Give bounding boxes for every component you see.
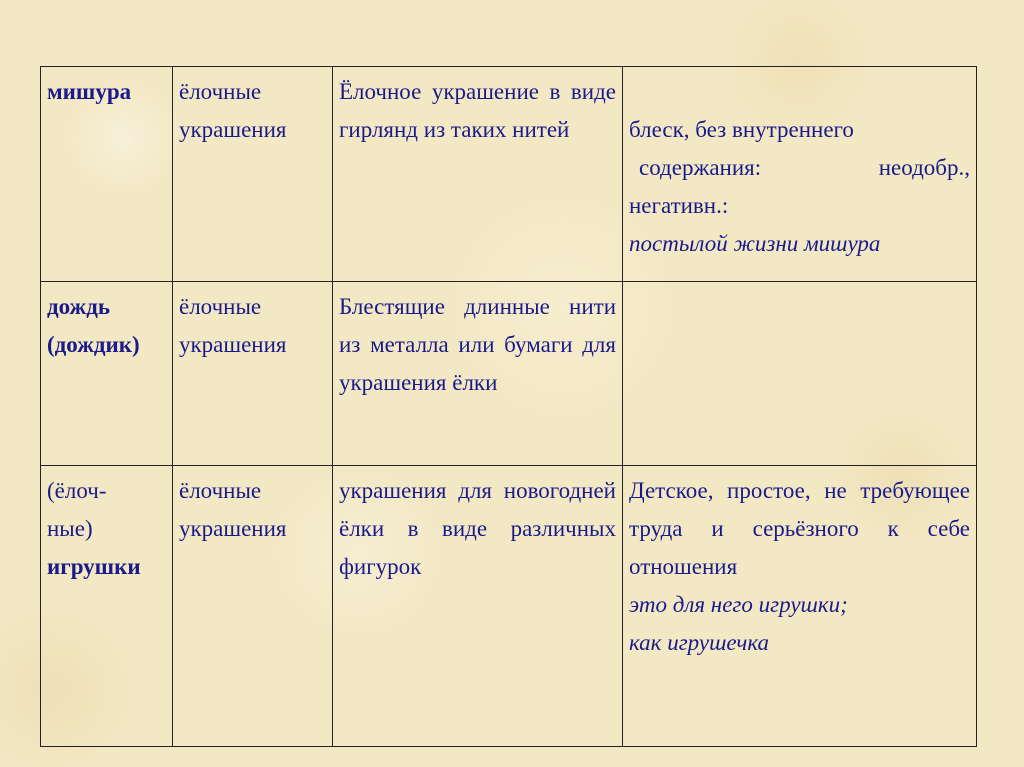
definition-cell bbox=[333, 282, 623, 466]
table-row bbox=[41, 466, 977, 747]
definition-text: Ёлочное украшение в виде гирлянд из таких нитей bbox=[339, 79, 616, 142]
definition-text: украшения для новогодней ёлки в виде различных фигурок bbox=[339, 478, 616, 579]
table-row bbox=[41, 282, 977, 466]
category-text: ёлочные украшения bbox=[179, 294, 287, 357]
figurative-line bbox=[629, 149, 970, 187]
category-text: ёлочные украшения bbox=[179, 79, 287, 142]
term-text: ные) bbox=[47, 516, 93, 541]
term-text: мишура bbox=[47, 79, 132, 104]
figurative-cell bbox=[623, 282, 977, 466]
figurative-text: Детское, простое, не требующее труда и серьёзного к себе отношения bbox=[629, 478, 970, 579]
table-row bbox=[41, 67, 977, 282]
term-text: дождь bbox=[47, 294, 111, 319]
category-text: ёлочные украшения bbox=[179, 478, 287, 541]
figurative-line: негативн.: bbox=[629, 193, 729, 218]
figurative-cell bbox=[623, 466, 977, 747]
figurative-cell bbox=[623, 67, 977, 282]
figurative-line: блеск, без внутреннего bbox=[629, 117, 854, 142]
category-cell bbox=[173, 466, 333, 747]
term-text: игрушки bbox=[47, 554, 141, 579]
term-cell bbox=[41, 67, 173, 282]
term-cell bbox=[41, 466, 173, 747]
definition-text: Блестящие длинные нити из металла или бумаги для украшения ёлки bbox=[339, 294, 616, 395]
example-text: постылой жизни мишура bbox=[629, 231, 881, 256]
term-cell bbox=[41, 282, 173, 466]
term-text: (ёлоч- bbox=[47, 478, 107, 503]
term-text: (дождик) bbox=[47, 332, 140, 357]
figurative-word: неодобр., bbox=[878, 155, 970, 180]
category-cell bbox=[173, 67, 333, 282]
vocabulary-table bbox=[40, 66, 977, 747]
definition-cell bbox=[333, 67, 623, 282]
example-text: это для него игрушки; bbox=[629, 592, 848, 617]
example-text: как игрушечка bbox=[629, 630, 769, 655]
figurative-word: содержания: bbox=[639, 155, 762, 180]
definition-cell bbox=[333, 466, 623, 747]
category-cell bbox=[173, 282, 333, 466]
